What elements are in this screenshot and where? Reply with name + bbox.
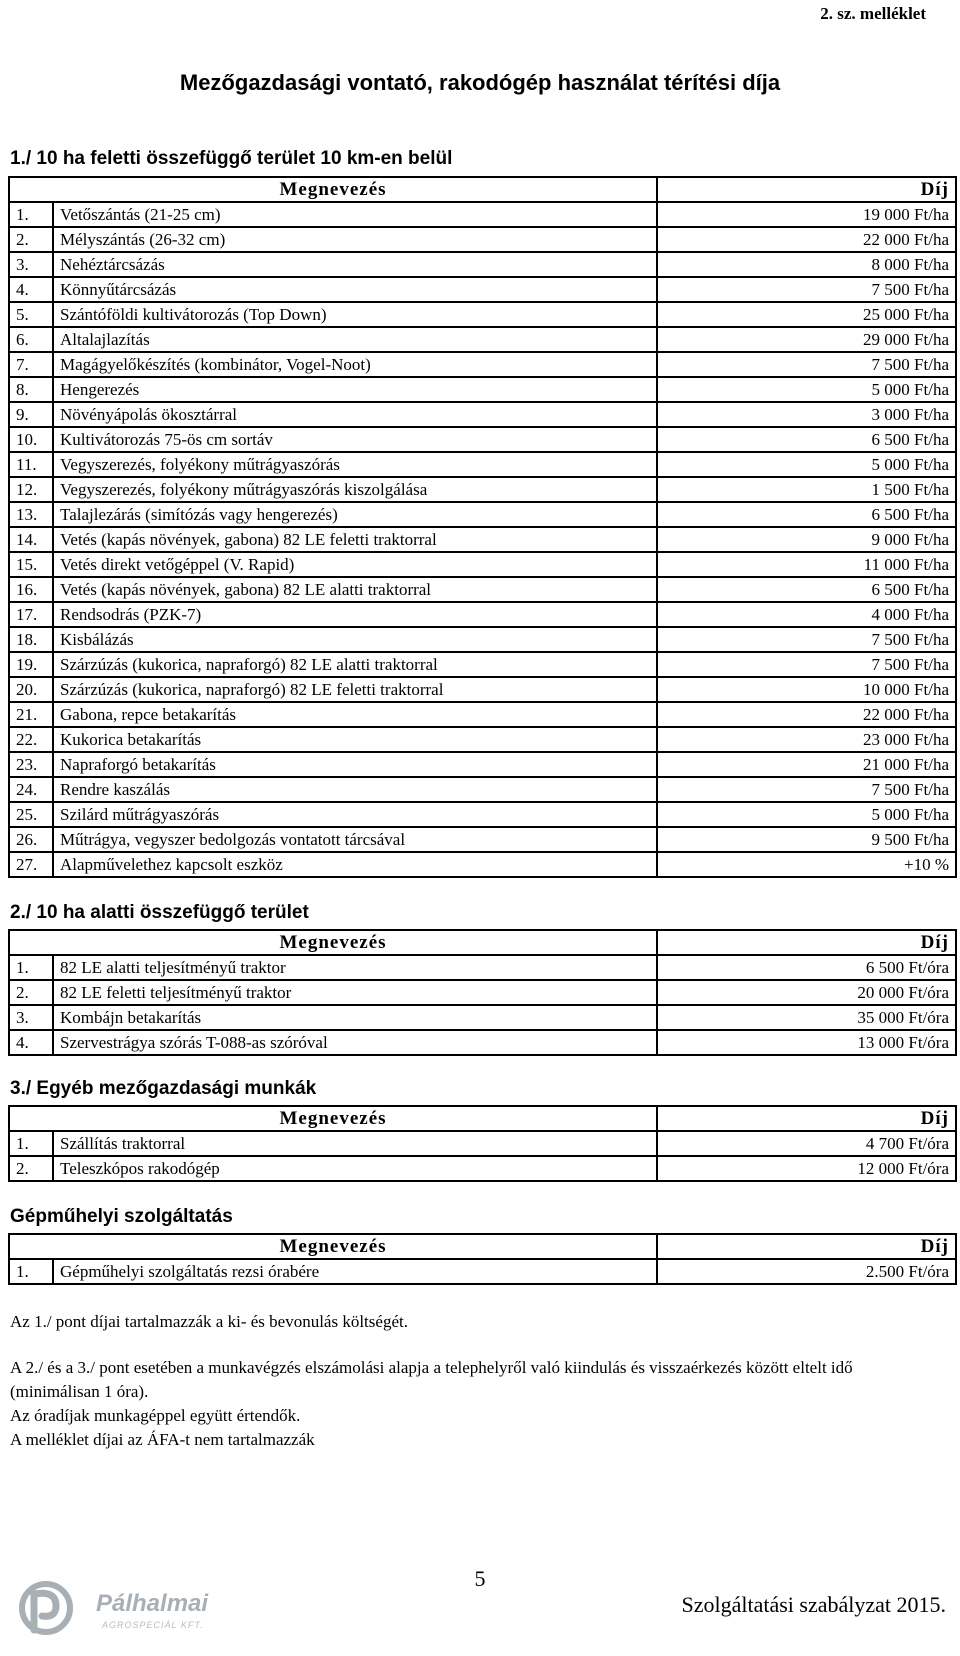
annex-label: 2. sz. melléklet bbox=[820, 4, 926, 23]
column-header-fee: Díj bbox=[657, 1234, 956, 1259]
row-number: 2. bbox=[9, 980, 53, 1005]
column-header-fee: Díj bbox=[657, 177, 956, 202]
row-number: 14. bbox=[9, 527, 53, 552]
row-number: 24. bbox=[9, 777, 53, 802]
row-price: 12 000 Ft/óra bbox=[657, 1156, 956, 1181]
row-number: 4. bbox=[9, 1030, 53, 1055]
row-label: Mélyszántás (26-32 cm) bbox=[53, 227, 657, 252]
row-price: +10 % bbox=[657, 852, 956, 877]
row-number: 9. bbox=[9, 402, 53, 427]
table-header-row bbox=[9, 177, 956, 202]
row-number: 18. bbox=[9, 627, 53, 652]
row-label: Vetőszántás (21-25 cm) bbox=[53, 202, 657, 227]
table-row bbox=[9, 577, 956, 602]
row-number: 11. bbox=[9, 452, 53, 477]
row-price: 6 500 Ft/ha bbox=[657, 502, 956, 527]
row-label: Gépműhelyi szolgáltatás rezsi órabére bbox=[53, 1259, 657, 1284]
row-number: 8. bbox=[9, 377, 53, 402]
row-number: 7. bbox=[9, 352, 53, 377]
column-header-fee: Díj bbox=[657, 930, 956, 955]
row-label: Napraforgó betakarítás bbox=[53, 752, 657, 777]
table-row bbox=[9, 427, 956, 452]
column-header-name: Megnevezés bbox=[9, 177, 657, 202]
table-row bbox=[9, 1030, 956, 1055]
table-row bbox=[9, 202, 956, 227]
row-price: 5 000 Ft/ha bbox=[657, 452, 956, 477]
table-row bbox=[9, 252, 956, 277]
table-row bbox=[9, 552, 956, 577]
row-label: Altalajlazítás bbox=[53, 327, 657, 352]
table-row bbox=[9, 1005, 956, 1030]
table-header-row bbox=[9, 1234, 956, 1259]
table-row bbox=[9, 327, 956, 352]
row-number: 16. bbox=[9, 577, 53, 602]
row-number: 22. bbox=[9, 727, 53, 752]
row-label: Rendre kaszálás bbox=[53, 777, 657, 802]
section-1-table bbox=[8, 176, 957, 878]
table-row bbox=[9, 302, 956, 327]
row-label: Kisbálázás bbox=[53, 627, 657, 652]
row-price: 7 500 Ft/ha bbox=[657, 777, 956, 802]
row-price: 4 000 Ft/ha bbox=[657, 602, 956, 627]
row-label: Vetés direkt vetőgéppel (V. Rapid) bbox=[53, 552, 657, 577]
note-2: A 2./ és a 3./ pont esetében a munkavégzés elszámolási alapja a telephelyről való kiindulás és visszaérkezés között eltelt idő (minimálisan 1 óra). bbox=[10, 1358, 853, 1401]
row-number: 4. bbox=[9, 277, 53, 302]
row-label: Műtrágya, vegyszer bedolgozás vontatott tárcsával bbox=[53, 827, 657, 852]
row-label: Szilárd műtrágyaszórás bbox=[53, 802, 657, 827]
row-price: 19 000 Ft/ha bbox=[657, 202, 956, 227]
row-price: 7 500 Ft/ha bbox=[657, 652, 956, 677]
row-price: 9 000 Ft/ha bbox=[657, 527, 956, 552]
row-label: Könnyűtárcsázás bbox=[53, 277, 657, 302]
note-1: Az 1./ pont díjai tartalmazzák a ki- és bevonulás költségét. bbox=[10, 1312, 408, 1331]
table-row bbox=[9, 702, 956, 727]
row-number: 3. bbox=[9, 252, 53, 277]
table-row bbox=[9, 227, 956, 252]
row-price: 20 000 Ft/óra bbox=[657, 980, 956, 1005]
table-row bbox=[9, 802, 956, 827]
row-label: Vetés (kapás növények, gabona) 82 LE feletti traktorral bbox=[53, 527, 657, 552]
table-row bbox=[9, 1259, 956, 1284]
table-row bbox=[9, 777, 956, 802]
row-number: 17. bbox=[9, 602, 53, 627]
row-number: 1. bbox=[9, 1131, 53, 1156]
table-row bbox=[9, 402, 956, 427]
row-price: 21 000 Ft/ha bbox=[657, 752, 956, 777]
row-price: 22 000 Ft/ha bbox=[657, 702, 956, 727]
row-number: 1. bbox=[9, 202, 53, 227]
section-3-table bbox=[8, 1105, 957, 1182]
row-number: 12. bbox=[9, 477, 53, 502]
row-label: Növényápolás ökosztárral bbox=[53, 402, 657, 427]
logo-subtitle: AGROSPECIÁL KFT. bbox=[102, 1620, 204, 1630]
section-1-title: 1./ 10 ha feletti összefüggő terület 10 km-en belül bbox=[10, 148, 453, 169]
table-row bbox=[9, 652, 956, 677]
table-row bbox=[9, 527, 956, 552]
note-3: Az óradíjak munkagéppel együtt értendők. bbox=[10, 1406, 301, 1425]
table-header-row bbox=[9, 930, 956, 955]
row-label: Magágyelőkészítés (kombinátor, Vogel-Noot) bbox=[53, 352, 657, 377]
column-header-name: Megnevezés bbox=[9, 930, 657, 955]
row-label: Rendsodrás (PZK-7) bbox=[53, 602, 657, 627]
table-row bbox=[9, 677, 956, 702]
row-price: 6 500 Ft/ha bbox=[657, 427, 956, 452]
row-number: 1. bbox=[9, 955, 53, 980]
section-4-title: Gépműhelyi szolgáltatás bbox=[10, 1206, 233, 1227]
row-price: 4 700 Ft/óra bbox=[657, 1131, 956, 1156]
row-number: 1. bbox=[9, 1259, 53, 1284]
row-label: Szárzúzás (kukorica, napraforgó) 82 LE feletti traktorral bbox=[53, 677, 657, 702]
row-label: Hengerezés bbox=[53, 377, 657, 402]
table-header-row bbox=[9, 1106, 956, 1131]
table-row bbox=[9, 627, 956, 652]
logo-name: Pálhalmai bbox=[96, 1590, 209, 1617]
page-number: 5 bbox=[474, 1566, 486, 1591]
row-number: 5. bbox=[9, 302, 53, 327]
row-number: 6. bbox=[9, 327, 53, 352]
table-row bbox=[9, 502, 956, 527]
row-price: 6 500 Ft/óra bbox=[657, 955, 956, 980]
page-title: Mezőgazdasági vontató, rakodógép használat térítési díja bbox=[179, 70, 781, 95]
row-price: 35 000 Ft/óra bbox=[657, 1005, 956, 1030]
row-label: Teleszkópos rakodógép bbox=[53, 1156, 657, 1181]
row-price: 10 000 Ft/ha bbox=[657, 677, 956, 702]
table-row bbox=[9, 1156, 956, 1181]
row-number: 27. bbox=[9, 852, 53, 877]
row-label: Szállítás traktorral bbox=[53, 1131, 657, 1156]
table-row bbox=[9, 452, 956, 477]
row-price: 29 000 Ft/ha bbox=[657, 327, 956, 352]
row-price: 6 500 Ft/ha bbox=[657, 577, 956, 602]
row-price: 5 000 Ft/ha bbox=[657, 377, 956, 402]
row-price: 1 500 Ft/ha bbox=[657, 477, 956, 502]
row-price: 22 000 Ft/ha bbox=[657, 227, 956, 252]
row-number: 13. bbox=[9, 502, 53, 527]
note-4: A melléklet díjai az ÁFA-t nem tartalmazzák bbox=[10, 1430, 315, 1449]
footer-document-title: Szolgáltatási szabályzat 2015. bbox=[681, 1592, 946, 1617]
row-label: Vegyszerezés, folyékony műtrágyaszórás bbox=[53, 452, 657, 477]
row-price: 2.500 Ft/óra bbox=[657, 1259, 956, 1284]
row-price: 23 000 Ft/ha bbox=[657, 727, 956, 752]
column-header-fee: Díj bbox=[657, 1106, 956, 1131]
table-row bbox=[9, 980, 956, 1005]
row-label: Szervestrágya szórás T-088-as szóróval bbox=[53, 1030, 657, 1055]
table-row bbox=[9, 827, 956, 852]
row-label: Vegyszerezés, folyékony műtrágyaszórás kiszolgálása bbox=[53, 477, 657, 502]
row-number: 3. bbox=[9, 1005, 53, 1030]
table-row bbox=[9, 727, 956, 752]
row-price: 13 000 Ft/óra bbox=[657, 1030, 956, 1055]
table-row bbox=[9, 602, 956, 627]
row-number: 25. bbox=[9, 802, 53, 827]
row-price: 11 000 Ft/ha bbox=[657, 552, 956, 577]
table-row bbox=[9, 377, 956, 402]
table-row bbox=[9, 352, 956, 377]
table-row bbox=[9, 277, 956, 302]
row-price: 9 500 Ft/ha bbox=[657, 827, 956, 852]
row-price: 3 000 Ft/ha bbox=[657, 402, 956, 427]
row-label: Kultivátorozás 75-ös cm sortáv bbox=[53, 427, 657, 452]
row-label: 82 LE feletti teljesítményű traktor bbox=[53, 980, 657, 1005]
row-label: Alapművelethez kapcsolt eszköz bbox=[53, 852, 657, 877]
row-price: 25 000 Ft/ha bbox=[657, 302, 956, 327]
row-price: 7 500 Ft/ha bbox=[657, 627, 956, 652]
section-3-title: 3./ Egyéb mezőgazdasági munkák bbox=[10, 1078, 317, 1099]
row-number: 2. bbox=[9, 1156, 53, 1181]
row-label: Gabona, repce betakarítás bbox=[53, 702, 657, 727]
section-2-title: 2./ 10 ha alatti összefüggő terület bbox=[10, 902, 309, 923]
row-label: Kombájn betakarítás bbox=[53, 1005, 657, 1030]
row-number: 10. bbox=[9, 427, 53, 452]
column-header-name: Megnevezés bbox=[9, 1234, 657, 1259]
column-header-name: Megnevezés bbox=[9, 1106, 657, 1131]
palhalmai-logo-icon bbox=[16, 1580, 88, 1636]
section-2-table bbox=[8, 929, 957, 1056]
table-row bbox=[9, 955, 956, 980]
row-label: Talajlezárás (simítózás vagy hengerezés) bbox=[53, 502, 657, 527]
row-number: 15. bbox=[9, 552, 53, 577]
row-number: 26. bbox=[9, 827, 53, 852]
company-logo bbox=[16, 1580, 256, 1636]
row-price: 5 000 Ft/ha bbox=[657, 802, 956, 827]
row-label: Szárzúzás (kukorica, napraforgó) 82 LE alatti traktorral bbox=[53, 652, 657, 677]
row-number: 21. bbox=[9, 702, 53, 727]
table-row bbox=[9, 852, 956, 877]
row-price: 7 500 Ft/ha bbox=[657, 277, 956, 302]
section-4-table bbox=[8, 1233, 957, 1285]
row-price: 7 500 Ft/ha bbox=[657, 352, 956, 377]
row-label: Szántóföldi kultivátorozás (Top Down) bbox=[53, 302, 657, 327]
row-label: Nehéztárcsázás bbox=[53, 252, 657, 277]
row-number: 19. bbox=[9, 652, 53, 677]
row-number: 23. bbox=[9, 752, 53, 777]
row-number: 20. bbox=[9, 677, 53, 702]
row-number: 2. bbox=[9, 227, 53, 252]
table-row bbox=[9, 477, 956, 502]
table-row bbox=[9, 752, 956, 777]
row-label: Vetés (kapás növények, gabona) 82 LE alatti traktorral bbox=[53, 577, 657, 602]
table-row bbox=[9, 1131, 956, 1156]
row-label: Kukorica betakarítás bbox=[53, 727, 657, 752]
row-price: 8 000 Ft/ha bbox=[657, 252, 956, 277]
row-label: 82 LE alatti teljesítményű traktor bbox=[53, 955, 657, 980]
